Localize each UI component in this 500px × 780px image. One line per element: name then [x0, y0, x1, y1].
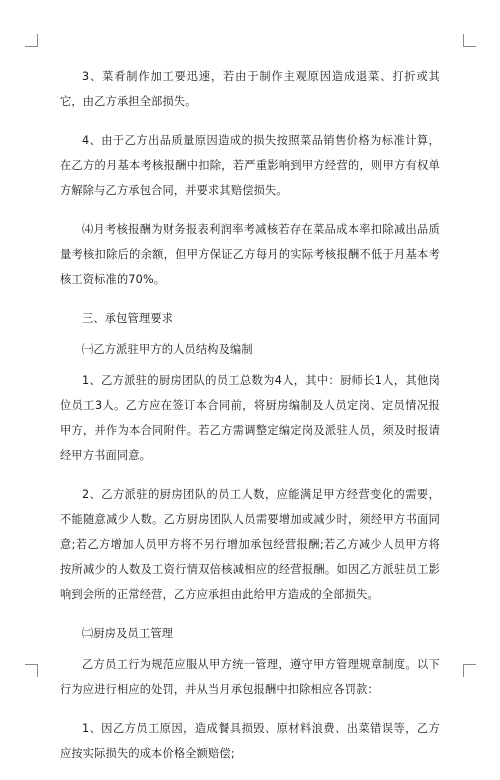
paragraph-item-4: 4、由于乙方出品质量原因造成的损失按照菜品销售价格为标准计算，在乙方的月基本考核报酬中扣除，若严重影响到甲方经营的，则甲方有权单方解除与乙方承包合同，并要求其赔偿损失。 — [60, 134, 440, 197]
crop-mark-bottom-right — [463, 664, 476, 677]
paragraph-item-3: 3、菜肴制作加工要迅速，若由于制作主观原因造成退菜、打折或其它，由乙方承担全部损失。 — [60, 70, 440, 108]
paragraph-staff-count: 1、乙方派驻的厨房团队的员工总数为4人，其中：厨师长1人，其他岗位员工3人。乙方应在签订本合同前，将厨房编制及人员定岗、定员情况报甲方，并作为本合同附件。若乙方需调整定编定岗及派驻人员，须及时报请经甲方书面同意。 — [60, 374, 440, 462]
crop-mark-top-right — [463, 34, 476, 47]
paragraph-damage-compensation: 1、因乙方员工原因，造成餐具损毁、原材料浪费、出菜错误等，乙方应按实际损失的成本价格全额赔偿; — [60, 722, 440, 760]
crop-mark-bottom-left — [25, 664, 38, 677]
document-body — [60, 64, 440, 780]
subsection-heading-staffing: ㈠乙方派驻甲方的人员结构及编制 — [82, 343, 253, 356]
crop-mark-top-left — [25, 34, 38, 47]
subsection-heading-kitchen-management: ㈡厨房及员工管理 — [82, 627, 174, 640]
section-heading-management: 三、承包管理要求 — [82, 312, 174, 325]
paragraph-conduct-rules: 乙方员工行为规范应服从甲方统一管理，遵守甲方管理规章制度。以下行为应进行相应的处罚，并从当月承包报酬中扣除相应各罚款： — [60, 658, 440, 696]
paragraph-monthly-assessment: ⑷月考核报酬为财务报表利润率考减核若存在菜品成本率扣除减出品质量考核扣除后的余额，但甲方保证乙方每月的实际考核报酬不低于月基本考核工资标准的70%。 — [60, 223, 440, 286]
paragraph-staff-changes: 2、乙方派驻的厨房团队的员工人数，应能满足甲方经营变化的需要，不能随意减少人数。乙方厨房团队人员需要增加或减少时，须经甲方书面同意;若乙方增加人员甲方将不另行增加承包经营报酬;若乙方减少人员甲方将按所减少的人数及工资行情双倍核减相应的经营报酬。如因乙方派驻员工影响到会所的正常经营，乙方应承担由此给甲方造成的全部损失。 — [60, 488, 440, 601]
